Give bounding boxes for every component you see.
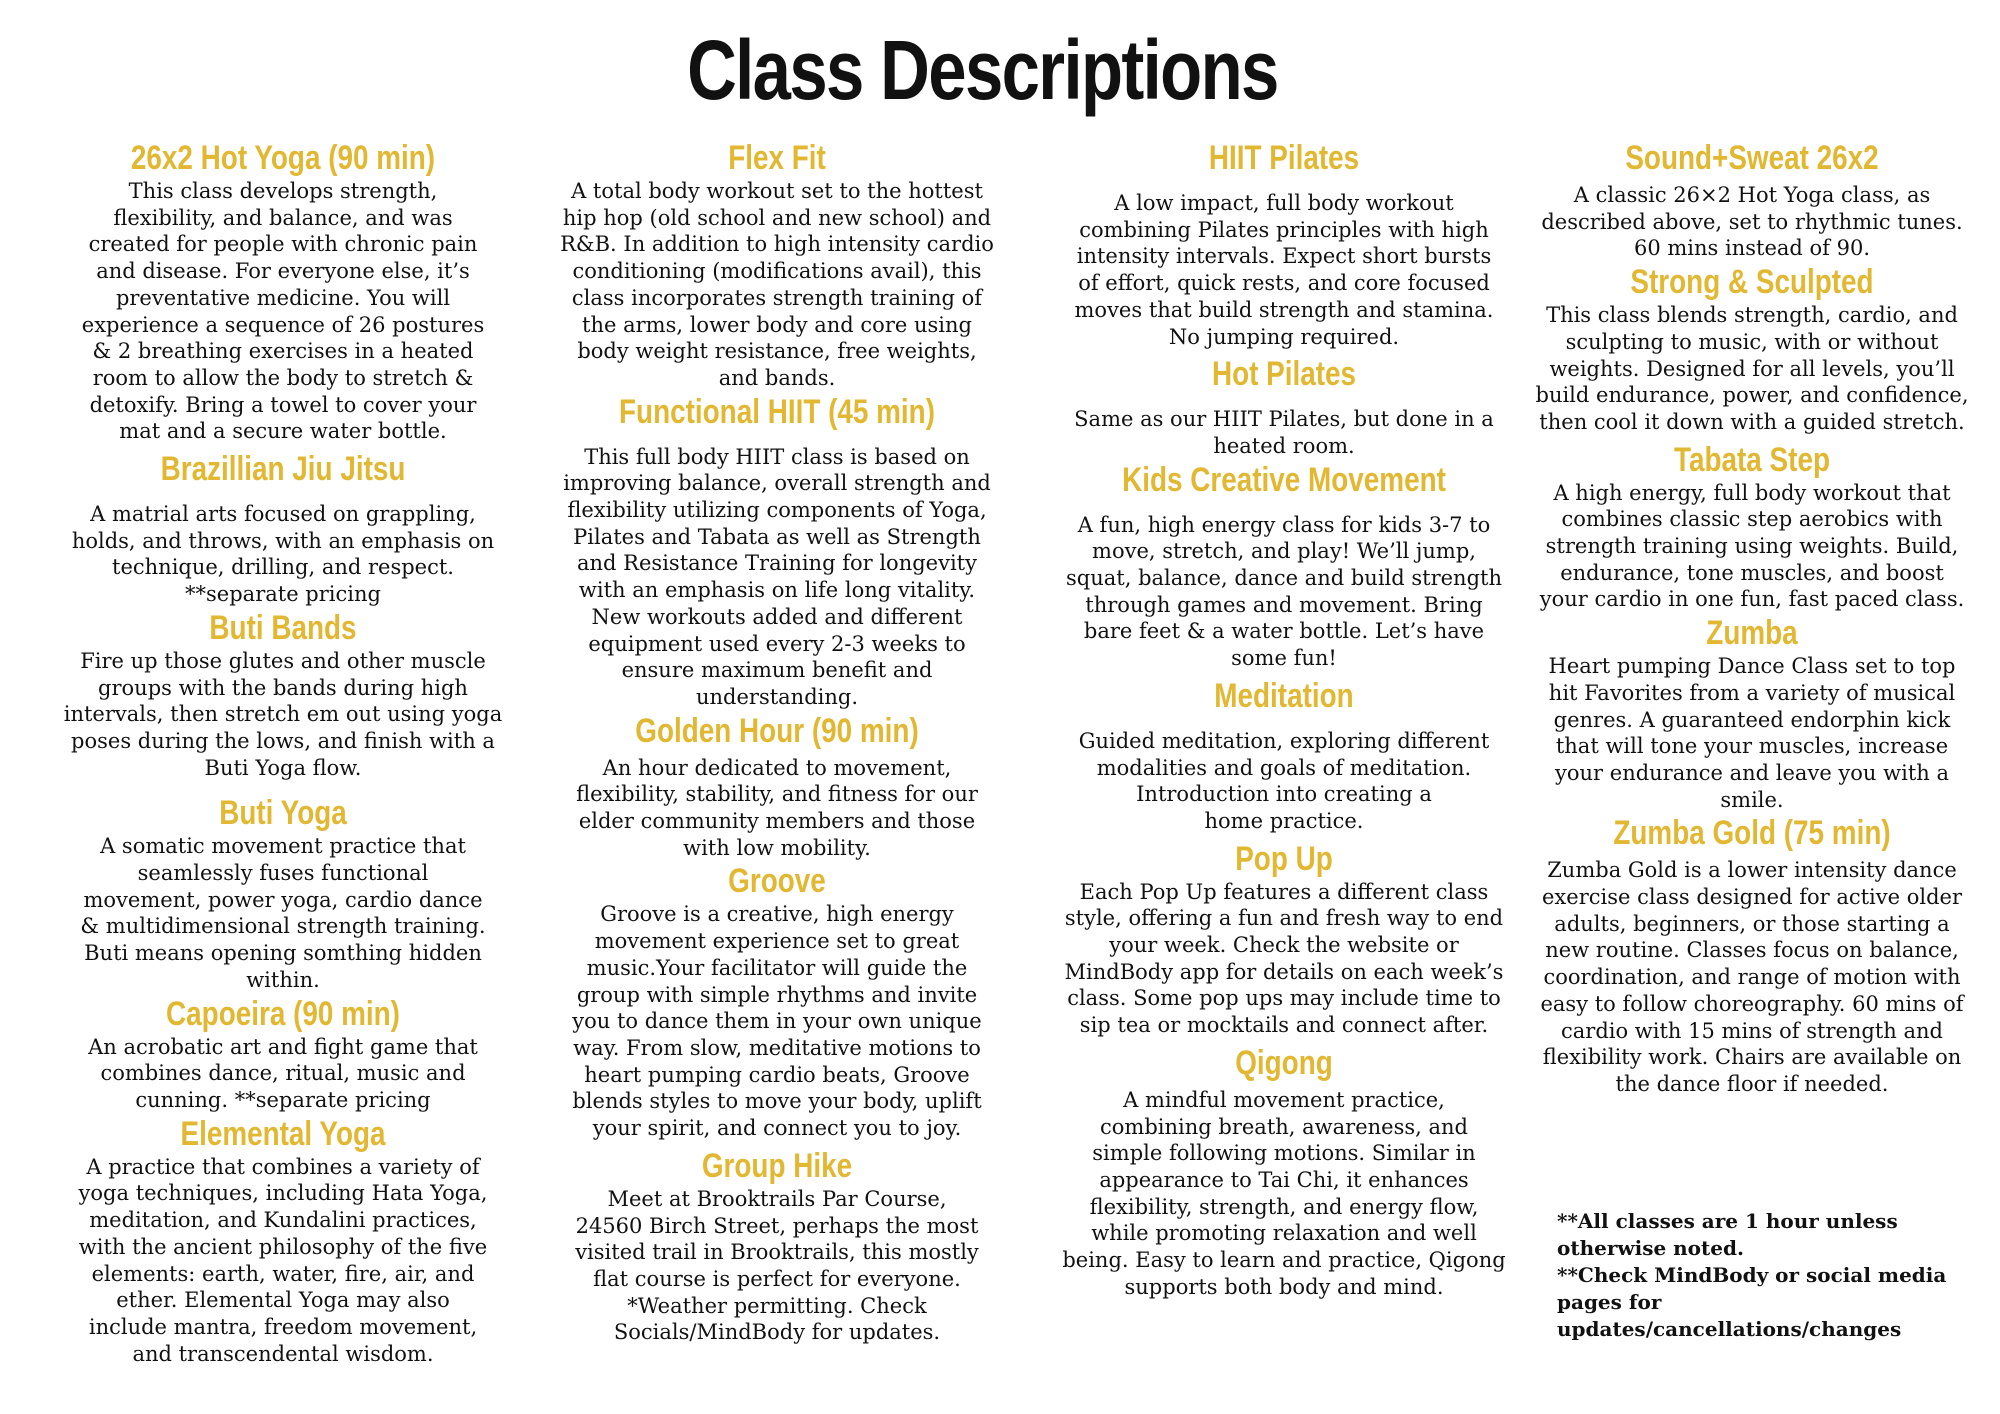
- class-flex-fit: [551, 138, 1003, 392]
- class-brazillian-jiu-jitsu: [58, 449, 508, 608]
- class-heading: Golden Hour (90 min): [635, 711, 919, 750]
- column-4: [1522, 138, 1982, 1098]
- class-group-hike: [551, 1146, 1003, 1346]
- class-heading: Tabata Step: [1674, 440, 1830, 479]
- class-description: Groove is a creative, high energy movement experience set to great music.Your facilitator will guide the group with simple rhythms and invite you to dance them in your own unique way. From slow, meditative motions to heart pumping cardio beats, Groove blends styles to move your body, uplift your spirit, and connect you to joy.: [572, 902, 982, 1141]
- class-heading: Sound+Sweat 26x2: [1625, 139, 1879, 177]
- class-heading: Strong & Sculpted: [1630, 263, 1874, 302]
- class-description: Fire up those glutes and other muscle groups with the bands during high intervals, then stretch em out using yoga poses during the lows, and finish with a Buti Yoga flow.: [63, 648, 503, 780]
- schedule-notes: [1557, 1208, 1977, 1343]
- class-heading: Hot Pilates: [1211, 355, 1357, 394]
- class-pop-up: [1058, 839, 1510, 1039]
- class-description: A practice that combines a variety of yoga techniques, including Hata Yoga, meditation, and Kundalini practices, with the ancient philosophy of the five elements: earth, water, fire, air, and ether. Elemental Yoga may also include mantra, freedom movement, and transcendental wisdom.: [78, 1154, 488, 1366]
- class-description: A low impact, full body workout combining Pilates principles with high intensity intervals. Expect short bursts of effort, quick rests, and core focused moves that build strength and stamina. No jumping required.: [1074, 191, 1494, 349]
- class-strong-sculpted: [1522, 262, 1982, 436]
- class-heading: 26x2 Hot Yoga (90 min): [130, 139, 436, 177]
- class-heading: Pop Up: [1235, 839, 1333, 878]
- class-capoeira: [58, 994, 508, 1114]
- class-zumba-gold: [1522, 813, 1982, 1097]
- class-heading: Kids Creative Movement: [1122, 460, 1446, 499]
- class-description: This class develops strength, flexibility, and balance, and was created for people with chronic pain and disease. For everyone else, it’s preventative medicine. You will experience a sequence of 26 postures & 2 breathing exercises in a heated room to allow the body to stretch & detoxify. Bring a towel to cover your mat and a secure water bottle.: [81, 179, 485, 444]
- class-heading: HIIT Pilates: [1208, 139, 1360, 177]
- class-hiit-pilates: [1058, 138, 1510, 350]
- column-2: [551, 138, 1003, 1346]
- class-elemental-yoga: [58, 1114, 508, 1368]
- column-3: [1058, 138, 1510, 1301]
- class-functional-hiit: [551, 392, 1003, 711]
- class-kids-creative-movement: [1058, 460, 1510, 672]
- class-description: A matrial arts focused on grappling, holds, and throws, with an emphasis on technique, drilling, and respect. **separate pricing: [71, 502, 495, 607]
- class-tabata-step: [1522, 440, 1982, 614]
- class-description: An hour dedicated to movement, flexibility, stability, and fitness for our elder community members and those with low mobility.: [576, 755, 978, 860]
- class-heading: Brazillian Jiu Jitsu: [160, 450, 406, 489]
- class-heading: Groove: [728, 862, 826, 901]
- class-groove: [551, 861, 1003, 1141]
- class-description: Heart pumping Dance Class set to top hit Favorites from a variety of musical genres. A guaranteed endorphin kick that will tone your muscles, increase your endurance and leave you with a smile.: [1548, 654, 1956, 812]
- class-description: Each Pop Up features a different class style, offering a fun and fresh way to end your week. Check the website or MindBody app for details on each week’s class. Some pop ups may include time to sip tea or mocktails and connect after.: [1064, 879, 1504, 1038]
- class-heading: Flex Fit: [728, 139, 826, 177]
- class-26x2-hot-yoga: [58, 138, 508, 445]
- note-duration: **All classes are 1 hour unless otherwise noted.: [1557, 1209, 1898, 1260]
- class-heading: Buti Bands: [209, 608, 357, 647]
- class-qigong: [1058, 1043, 1510, 1301]
- class-description: Guided meditation, exploring different modalities and goals of meditation. Introduction into creating a home practice.: [1078, 728, 1490, 833]
- class-sound-sweat: [1522, 138, 1982, 262]
- class-zumba: [1522, 613, 1982, 813]
- class-heading: Group Hike: [701, 1146, 853, 1185]
- page-title: Class Descriptions: [687, 23, 1278, 117]
- column-1: [58, 138, 508, 1367]
- class-heading: Zumba Gold (75 min): [1613, 814, 1891, 853]
- class-description: A fun, high energy class for kids 3-7 to move, stretch, and play! We’ll jump, squat, balance, dance and build strength through games and movement. Bring bare feet & a water bottle. Let’s have some fun!: [1066, 512, 1502, 671]
- class-description: Zumba Gold is a lower intensity dance exercise class designed for active older adults, beginners, or those starting a new routine. Classes focus on balance, coordination, and range of motion with easy to follow choreography. 60 mins of cardio with 15 mins of strength and flexibility work. Chairs are available on the dance floor if needed.: [1540, 858, 1964, 1096]
- class-description: This class blends strength, cardio, and sculpting to music, with or without weights. Designed for all levels, you’ll build endurance, power, and confidence, then cool it down with a guided stretch.: [1535, 303, 1969, 434]
- class-description: This full body HIIT class is based on improving balance, overall strength and flexibility utilizing components of Yoga, Pilates and Tabata as well as Strength and Resistance Training for longevity with an emphasis on life long vitality. New workouts added and different equipment used every 2-3 weeks to ensure maximum benefit and understanding.: [563, 444, 991, 709]
- class-heading: Zumba: [1706, 614, 1798, 653]
- class-heading: Buti Yoga: [219, 794, 347, 833]
- class-heading: Elemental Yoga: [180, 1114, 386, 1153]
- class-hot-pilates: [1058, 354, 1510, 459]
- class-heading: Capoeira (90 min): [166, 994, 400, 1033]
- class-description: A classic 26×2 Hot Yoga class, as described above, set to rhythmic tunes. 60 mins instead of 90.: [1541, 183, 1963, 261]
- class-description: A high energy, full body workout that combines classic step aerobics with strength training using weights. Build, endurance, tone muscles, and boost your cardio in one fun, fast paced class.: [1539, 480, 1965, 612]
- class-heading: Qigong: [1235, 1043, 1333, 1082]
- class-description: Same as our HIIT Pilates, but done in a heated room.: [1074, 407, 1494, 458]
- class-description: A total body workout set to the hottest hip hop (old school and new school) and R&B. In addition to high intensity cardio conditioning (modifications avail), this class incorporates strength training of the arms, lower body and core using body weight resistance, free weights, and bands.: [560, 179, 994, 390]
- class-heading: Functional HIIT (45 min): [619, 392, 935, 431]
- class-heading: Meditation: [1214, 676, 1354, 715]
- class-description: An acrobatic art and fight game that combines dance, ritual, music and cunning. **separate pricing: [88, 1034, 478, 1112]
- class-description: A mindful movement practice, combining breath, awareness, and simple following motions. Similar in appearance to Tai Chi, it enhances flexibility, strength, and energy flow, while promoting relaxation and well being. Easy to learn and practice, Qigong supports both body and mind.: [1062, 1087, 1506, 1299]
- class-description: Meet at Brooktrails Par Course, 24560 Birch Street, perhaps the most visited trail in Brooktrails, this mostly flat course is perfect for everyone. *Weather permitting. Check Socials/MindBody for updates.: [575, 1186, 979, 1345]
- class-golden-hour: [551, 711, 1003, 862]
- class-description: A somatic movement practice that seamlessly fuses functional movement, power yoga, cardio dance & multidimensional strength training. Buti means opening somthing hidden within.: [80, 834, 486, 992]
- class-buti-bands: [58, 608, 508, 782]
- class-buti-yoga: [58, 793, 508, 993]
- note-updates: **Check MindBody or social media pages for updates/cancellations/changes: [1557, 1263, 1947, 1341]
- class-meditation: [1058, 676, 1510, 835]
